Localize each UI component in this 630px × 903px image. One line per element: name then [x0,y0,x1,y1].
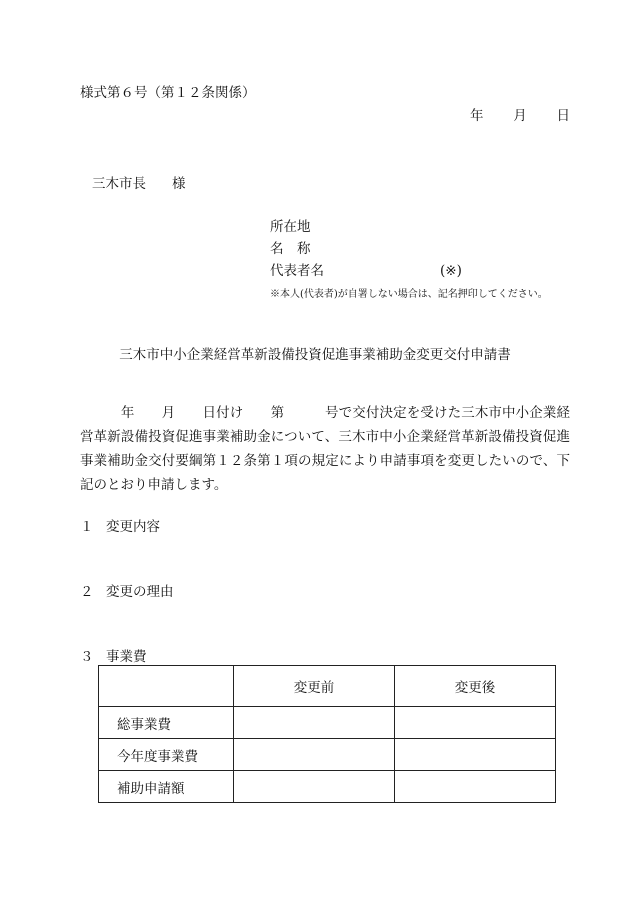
before-cell[interactable] [234,707,395,739]
addressee [92,172,186,192]
address-label: 所在地 [270,219,311,235]
cost-table [98,665,556,803]
before-cell[interactable] [234,771,395,803]
section-change-reason [80,580,174,600]
section-label: 変更内容 [106,519,160,535]
table-row [99,707,556,739]
header-before: 変更前 [234,666,395,707]
row-label: 総事業費 [99,707,234,739]
company-name-row [270,238,462,260]
before-cell[interactable] [234,739,395,771]
section-change-details [80,515,160,535]
after-cell[interactable] [395,707,556,739]
date-day: 日 [556,108,570,124]
row-label: 今年度事業費 [99,739,234,771]
company-name-label: 名 称 [270,241,311,257]
table-header-row [99,666,556,707]
after-cell[interactable] [395,771,556,803]
section-label: 変更の理由 [106,584,174,600]
section-number: １ [80,519,94,535]
address-row [270,216,462,238]
document-title: 三木市中小企業経営革新設備投資促進事業補助金変更交付申請書 [119,347,511,363]
date-month: 月 [513,108,527,124]
addressee-name: 三木市長 [92,176,146,192]
body-paragraph: 年 月 日付け 第 号で交付決定を受けた三木市中小企業経営革新設備投資促進事業補助金について、三木市中小企業経営革新設備投資促進事業補助金交付要綱第１２条第１項の規定により申請事項を変更したいので、下記のとおり申請します。 [80,405,570,493]
table-row [99,771,556,803]
addressee-honorific: 様 [172,176,186,192]
date-line [470,104,570,124]
seal-mark: (※) [440,263,462,279]
header-empty [99,666,234,707]
applicant-block [270,216,462,282]
date-year: 年 [470,108,484,124]
after-cell[interactable] [395,739,556,771]
representative-row [270,260,462,282]
section-label: 事業費 [106,649,147,665]
row-label: 補助申請額 [99,771,234,803]
representative-label: 代表者名 [270,263,324,279]
section-number: ２ [80,584,94,600]
form-number: 様式第６号（第１２条関係） [80,85,256,101]
section-number: ３ [80,649,94,665]
table-row [99,739,556,771]
signature-note: ※本人(代表者)が自署しない場合は、記名押印してください。 [270,289,548,300]
section-project-cost [80,645,147,665]
header-after: 変更後 [395,666,556,707]
